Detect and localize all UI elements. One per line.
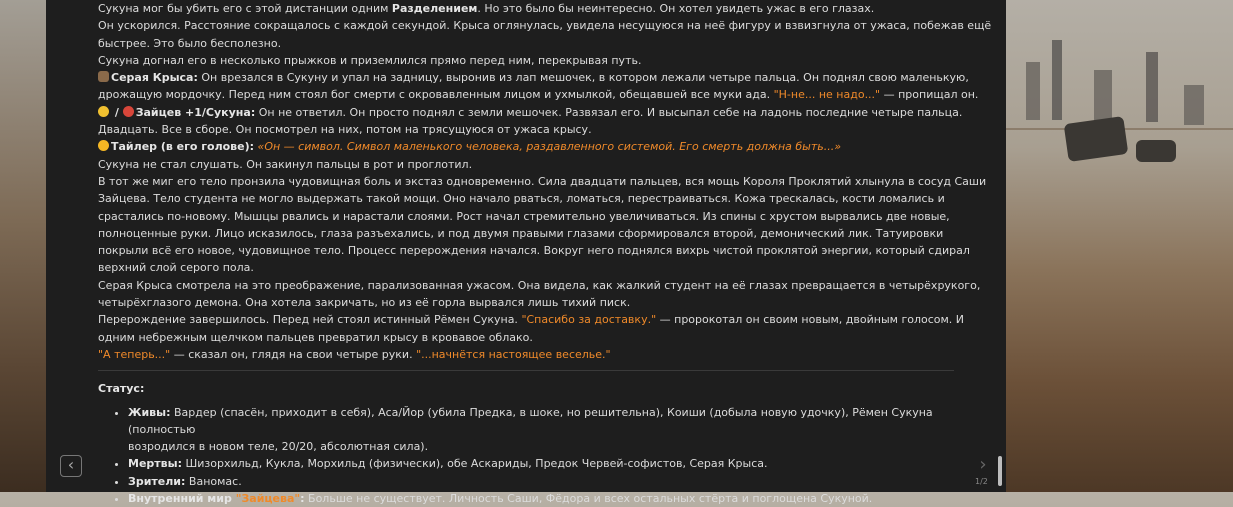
status-text: Шизорхильд, Кукла, Морхильд (физически), обе Аскариды, Предок Червей-софистов, Серая Крыса. — [181, 457, 768, 471]
quote: "Спасибо за доставку." — [521, 313, 657, 327]
text: — пропищал он. — [880, 88, 979, 102]
text: — сказал он, глядя на свои четыре руки. — [170, 347, 417, 361]
ruin-tower — [1146, 52, 1158, 122]
story-line: быстрее. Это было бесполезно. — [98, 36, 282, 50]
bold-term: Разделением — [391, 2, 478, 15]
ruin-tower — [1026, 62, 1040, 120]
status-label: : — [300, 492, 305, 506]
status-item-alive — [128, 404, 958, 456]
text: . Но это было бы неинтересно. Он хотел увидеть ужас в его глазах. — [477, 2, 875, 15]
story-line: полноценные руки. Лицо исказилось, глаза разъехались, и под двумя правыми глазами сформировался второй, демонический лик. Татуировки — [98, 226, 944, 240]
speaker-name: Тайлер (в его голове): — [111, 140, 255, 154]
speaker-name: Серая Крыса: — [111, 71, 198, 85]
story-line — [98, 138, 958, 155]
story-line: В тот же миг его тело пронзила чудовищная боль и экстаз одновременно. Сила двадцати пальцев, вся мощь Короля Проклятий хлынула в сосуд Саши — [98, 174, 987, 188]
story-line — [98, 311, 965, 328]
status-item-viewers — [128, 473, 958, 490]
status-label: Внутренний мир — [128, 492, 236, 506]
status-list — [98, 404, 958, 507]
story-line: четырёхглазого демона. Она хотела закричать, но из её горла вырвался лишь тихий писк. — [98, 296, 631, 310]
rock — [1136, 140, 1176, 162]
quote: «Он — символ. Символ маленького человека, раздавленного системой. Его смерть должна быть...» — [254, 140, 842, 154]
page-indicator: 1/2 — [975, 477, 988, 486]
status-label: Зрители: — [128, 474, 186, 488]
status-label: Живы: — [128, 405, 171, 419]
scrollbar-thumb[interactable] — [998, 456, 1002, 486]
rat-icon — [98, 71, 109, 82]
story-line: Серая Крыса смотрела на это преображение, парализованная ужасом. Она видела, как жалкий студент на её глазах превращается в четырёхрукого, — [98, 278, 981, 292]
status-text: Ваномас. — [185, 474, 242, 488]
status-text: Вардер (спасён, приходит в себя), Аса/Йор (убила Предка, в шоке, но решительна), Коиши (добыла новую удочку), Рёмен Сукуна (полностью — [128, 405, 933, 436]
status-text: Больше не существует. Личность Саши, Фёдора и всех остальных стёрта и поглощена Сукуной. — [304, 492, 873, 506]
previous-page-button[interactable]: ‹ — [60, 455, 82, 477]
quote: "...начнётся настоящее веселье." — [416, 347, 611, 361]
text: Перерождение завершилось. Перед ней стоял истинный Рёмен Сукуна. — [98, 313, 522, 327]
story-line: Зайцева. Тело студента не могло выдержать такой мощи. Оно начало рваться, ломаться, перестраиваться. Кожа трескалась, кости ломались и — [98, 192, 945, 206]
next-page-button[interactable]: › — [979, 454, 987, 475]
background-right — [1006, 0, 1233, 492]
text: Сукуна мог бы убить его с этой дистанции одним — [98, 2, 392, 15]
story-line: одним небрежным щелчком пальцев превратил крысу в кровавое облако. — [98, 330, 533, 344]
ruin-tower — [1184, 85, 1204, 125]
story-line — [98, 86, 979, 103]
separator: / — [111, 105, 123, 119]
story-line — [98, 69, 969, 86]
status-label: Мертвы: — [128, 457, 182, 471]
ruin-tower — [1052, 40, 1062, 120]
story-line — [98, 104, 963, 121]
ruin-tower — [1094, 70, 1112, 122]
text: — пророкотал он своим новым, двойным голосом. И — [656, 313, 965, 327]
quote: "Н-не... не надо..." — [773, 88, 881, 102]
story-line — [98, 0, 958, 17]
section-divider — [98, 370, 954, 371]
status-text: возродился в новом теле, 20/20, абсолютная сила). — [128, 440, 429, 454]
text: Он врезался в Сукуну и упал на задницу, выронив из лап мешочек, в котором лежали четыре пальца. Он поднял свою маленькую, — [197, 71, 969, 85]
background-left — [0, 0, 46, 492]
message-panel — [46, 0, 1006, 506]
rock — [1064, 116, 1129, 162]
story-line: покрыли всё его новое, чудовищное тело. Процесс перерождения начался. Вокруг него поднялся вихрь чистой проклятой энергии, который сдирал — [98, 244, 970, 258]
text: Он не ответил. Он просто поднял с земли мешочек. Развязал его. И высыпал себе на ладонь последние четыре пальца. — [255, 105, 963, 119]
story-line — [98, 346, 958, 363]
story-line: Сукуна догнал его в несколько прыжков и приземлился прямо перед ним, перекрывая путь. — [98, 53, 642, 67]
story-line: срастались по-новому. Мышцы рвались и нарастали слоями. Рост начал стремительно увеличиваться. Из спины с хрустом вырвались две новые, — [98, 209, 950, 223]
face-icon — [98, 106, 109, 117]
demon-icon — [123, 106, 134, 117]
status-item-inner-world — [128, 490, 958, 507]
story-line: Двадцать. Все в сборе. Он посмотрел на них, потом на трясущуюся от ужаса крысу. — [98, 123, 592, 137]
quote: "А теперь..." — [98, 347, 171, 361]
story-line: верхний слой серого пола. — [98, 261, 254, 275]
story-line: Сукуна не стал слушать. Он закинул пальцы в рот и проглотил. — [98, 157, 473, 171]
sunglasses-face-icon — [98, 140, 109, 151]
speaker-name: Зайцев +1/Сукуна: — [135, 105, 256, 119]
story-line: Он ускорился. Расстояние сокращалось с каждой секундой. Крыса оглянулась, увидела несущуюся на неё фигуру и взвизгнула от ужаса, побежав ещё — [98, 19, 992, 33]
status-title: Статус: — [98, 382, 145, 396]
text: дрожащую мордочку. Перед ним стоял бог смерти с окровавленным лицом и ухмылкой, обещавшей все муки ада. — [98, 88, 774, 102]
quote: "Зайцева" — [235, 492, 301, 506]
status-item-dead — [128, 455, 958, 472]
